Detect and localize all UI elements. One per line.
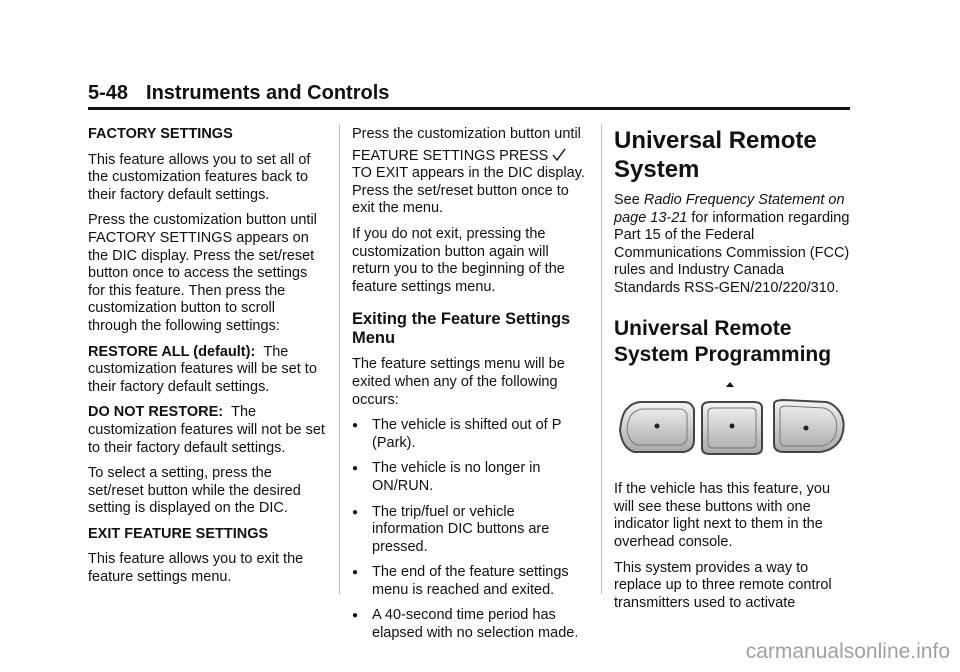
paragraph: This system provides a way to replace up to three remote control transmitters used to activate (614, 559, 832, 611)
exit-feature-settings-heading: EXIT FEATURE SETTINGS (88, 525, 269, 542)
paragraph: The feature settings menu will be exited when any of the following occurs: (352, 356, 565, 408)
list-item (352, 417, 590, 452)
restore-all-text: The customization features will be set to their factory default settings. (88, 343, 317, 395)
paragraph-rest: for information regarding Part 15 of the Federal Communications Commission (FCC) rules and Industry Canada Standards RSS-GEN/210/220/310. (614, 209, 850, 296)
paragraph: This feature allows you to set all of the customization features back to their factory default settings. (88, 151, 311, 203)
bullet-dot-icon: ● (352, 567, 359, 579)
radio-frequency-paragraph (614, 192, 854, 298)
page-number: 5-48 (88, 82, 129, 104)
bullet-dot-icon: ● (352, 610, 359, 622)
page-header (88, 80, 850, 106)
feature-settings-text: FEATURE SETTINGS PRESS (352, 147, 549, 164)
universal-remote-title: Universal Remote System (614, 127, 817, 183)
cross-reference-link: Radio Frequency Statement on page 13-21 (614, 192, 845, 226)
list-item (352, 460, 590, 495)
checkmark-icon (552, 148, 566, 162)
paragraph: If the vehicle has this feature, you will see these buttons with one indicator light next to them in the overhead console. (614, 481, 831, 550)
restore-all-item (88, 344, 328, 397)
list-item (352, 504, 590, 557)
see-word: See (614, 192, 640, 208)
watermark: carmanualsonline.info (745, 640, 950, 663)
button-2-dot (730, 423, 735, 428)
list-item-text: The vehicle is shifted out of P (Park). (372, 417, 562, 451)
bullet-dot-icon: ● (352, 463, 359, 475)
list-item (352, 564, 590, 599)
column-middle (352, 126, 590, 651)
remote-button-3 (774, 400, 844, 452)
column-divider-2 (601, 124, 602, 594)
list-item-text: The trip/fuel or vehicle information DIC buttons are pressed. (372, 503, 550, 555)
paragraph: This feature allows you to exit the feature settings menu. (88, 551, 304, 586)
bullet-dot-icon: ● (352, 420, 359, 432)
restore-all-label: RESTORE ALL (default): (88, 343, 256, 360)
paragraph: Press the customization button until FACTORY SETTINGS appears on the DIC display. Press the set/reset button once to access the settings for this feature. Then press the customization button to scroll through the following settings: (88, 212, 317, 334)
header-rule (88, 107, 850, 110)
paragraph: TO EXIT appears in the DIC display. Press the set/reset button once to exit the menu. (352, 165, 585, 217)
paragraph: Press the customization button until (352, 126, 581, 142)
programming-title: Universal Remote System Programming (614, 316, 832, 366)
button-3-dot (804, 425, 809, 430)
column-right (614, 126, 854, 620)
paragraph: To select a setting, press the set/reset button while the desired setting is displayed on the DIC. (88, 465, 301, 517)
list-item-text: The vehicle is no longer in ON/RUN. (372, 460, 541, 494)
do-not-restore-label: DO NOT RESTORE: (88, 404, 224, 421)
list-item-text: A 40-second time period has elapsed with no selection made. (372, 607, 579, 642)
section-title: Instruments and Controls (146, 82, 390, 104)
factory-settings-heading: FACTORY SETTINGS (88, 126, 233, 142)
bullet-dot-icon: ● (352, 506, 359, 518)
exiting-settings-heading: Exiting the Feature Settings Menu (352, 310, 571, 348)
paragraph: If you do not exit, pressing the customization button again will return you to the beginning of the feature settings menu. (352, 225, 565, 295)
list-item-text: The end of the feature settings menu is reached and exited. (372, 564, 569, 598)
universal-remote-buttons-illustration (614, 376, 854, 472)
button-1-dot (655, 423, 660, 428)
do-not-restore-text: The customization features will not be set to their factory default settings. (88, 404, 325, 456)
column-left (88, 126, 328, 595)
feature-settings-line (352, 148, 590, 166)
do-not-restore-item (88, 404, 328, 457)
column-divider-1 (339, 124, 340, 594)
indicator-light-icon (726, 382, 734, 387)
list-item (352, 607, 590, 642)
